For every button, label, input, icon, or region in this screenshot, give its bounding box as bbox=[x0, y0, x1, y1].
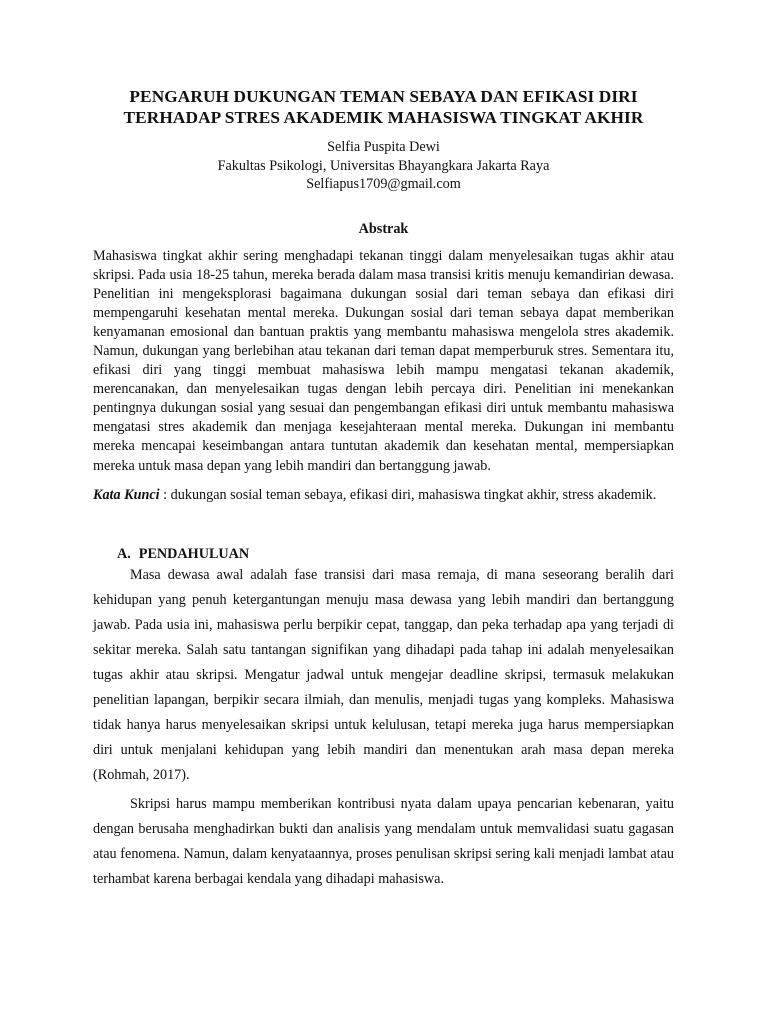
abstract-text: Mahasiswa tingkat akhir sering menghadapi tekanan tinggi dalam menyelesaikan tugas akhir atau skripsi. Pada usia 18-25 tahun, mereka berada dalam masa transisi kritis menuju kemandirian dewasa. Penelitian ini mengeksplorasi bagaimana dukungan sosial dari teman sebaya dan efikasi diri mempengaruhi kesehatan mental mereka. Dukungan sosial dari teman sebaya dapat memberikan kenyamanan emosional dan bantuan praktis yang membantu mahasiswa mengelola stres akademik. Namun, dukungan yang berlebihan atau tekanan dari teman dapat memperburuk stres. Sementara itu, efikasi diri yang tinggi membuat mahasiswa lebih mampu mengatasi tekanan akademik, merencanakan, dan menyelesaikan tugas dengan lebih percaya diri. Penelitian ini menekankan pentingnya dukungan sosial yang sesuai dan pengembangan efikasi diri untuk membantu mahasiswa mengatasi stres akademik dan menjaga kesejahteraan mental mereka. Dukungan ini membantu mereka mencapai keseimbangan antara tuntutan akademik dan kesehatan mental, mempersiapkan mereka untuk masa depan yang lebih mandiri dan bertanggung jawab. bbox=[93, 247, 674, 474]
author-email: Selfiapus1709@gmail.com bbox=[306, 176, 461, 192]
abstract-heading: Abstrak bbox=[358, 220, 409, 237]
body-paragraph-1: Masa dewasa awal adalah fase transisi dari masa remaja, di mana seseorang beralih dari kehidupan yang penuh ketergantungan menuju masa dewasa yang lebih mandiri dan bertanggung jawab. Pada usia ini, mahasiswa perlu berpikir cepat, tanggap, dan peka terhadap apa yang terjadi di sekitar mereka. Salah satu tantangan signifikan yang dihadapi pada tahap ini adalah menyelesaikan tugas akhir atau skripsi. Mengatur jadwal untuk mengejar deadline skripsi, termasuk melakukan penelitian lapangan, berpikir secara ilmiah, dan menulis, menjadi tugas yang kompleks. Mahasiswa tidak hanya harus menyelesaikan skripsi untuk kelulusan, tetapi mereka juga harus mempersiapkan diri untuk menjalani kehidupan yang lebih mandiri dan menentukan arah masa depan mereka (Rohmah, 2017). bbox=[93, 566, 674, 783]
keywords-text: : dukungan sosial teman sebaya, efikasi diri, mahasiswa tingkat akhir, stress akademik. bbox=[159, 486, 657, 503]
title-line-1: PENGARUH DUKUNGAN TEMAN SEBAYA DAN EFIKASI DIRI bbox=[129, 87, 638, 106]
author-block bbox=[93, 138, 674, 194]
body-paragraph-2: Skripsi harus mampu memberikan kontribusi nyata dalam upaya pencarian kebenaran, yaitu dengan berusaha menghadirkan bukti dan analisis yang mendalam untuk memvalidasi suatu gagasan atau fenomena. Namun, dalam kenyataannya, proses penulisan skripsi sering kali menjadi lambat atau terhambat karena berbagai kendala yang dihadapi mahasiswa. bbox=[93, 795, 674, 887]
paper-title bbox=[93, 86, 674, 128]
section-title: PENDAHULUAN bbox=[138, 545, 250, 562]
section-heading bbox=[93, 545, 674, 563]
section-number: A. bbox=[117, 545, 131, 562]
author-affiliation: Fakultas Psikologi, Universitas Bhayangkara Jakarta Raya bbox=[217, 157, 550, 174]
author-name: Selfia Puspita Dewi bbox=[327, 139, 440, 155]
keywords-label: Kata Kunci bbox=[93, 486, 160, 503]
title-line-2: TERHADAP STRES AKADEMIK MAHASISWA TINGKAT AKHIR bbox=[123, 108, 644, 127]
keywords bbox=[93, 486, 674, 505]
